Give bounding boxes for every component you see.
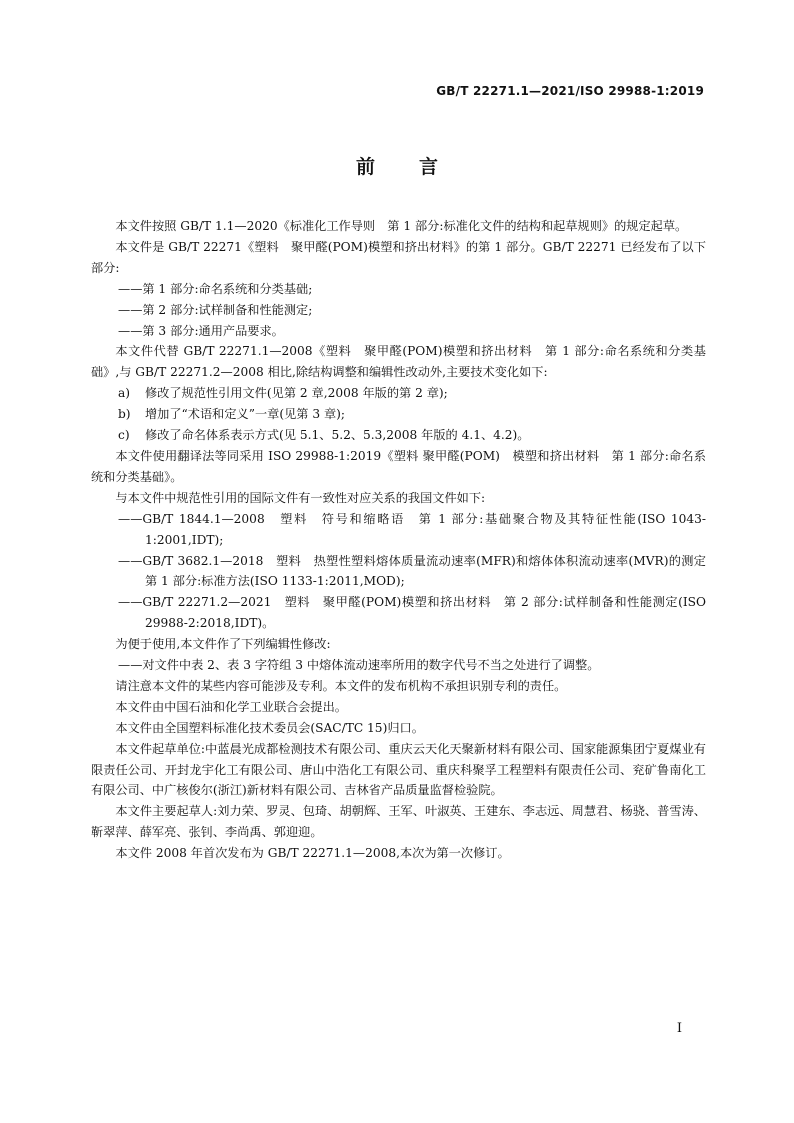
paragraph: 本文件主要起草人:刘力荣、罗灵、包琦、胡朝辉、王军、叶淑英、王建东、李志远、周慧君、杨骁、普雪涛、靳翠萍、薛军亮、张钊、李尚禹、郭迎迎。 (91, 804, 706, 840)
paragraph: 为便于使用,本文件作了下列编辑性修改: (115, 637, 331, 652)
list-text: 修改了规范性引用文件(见第 2 章,2008 年版的第 2 章); (145, 386, 448, 401)
list-item: ——第 3 部分:通用产品要求。 (118, 323, 284, 338)
page-number: I (676, 1021, 682, 1036)
list-item: ——第 2 部分:试样制备和性能测定; (118, 302, 313, 317)
title-char-2: 言 (419, 156, 439, 178)
paragraph: 本文件起草单位:中蓝晨光成都检测技术有限公司、重庆云天化天聚新材料有限公司、国家能源集团宁夏煤业有限责任公司、开封龙宇化工有限公司、唐山中浩化工有限公司、重庆科聚孚工程塑料有限责任公司、兖矿鲁南化工有限公司、中广核俊尔(浙江)新材料有限公司、吉林省产品质量监督检验院。 (91, 741, 706, 798)
paragraph: 本文件使用翻译法等同采用 ISO 29988-1:2019《塑料 聚甲醛(POM) 模塑和挤出材料 第 1 部分:命名系统和分类基础》。 (91, 448, 706, 484)
list-item (91, 404, 706, 425)
list-label: b) (118, 407, 131, 422)
list-label: c) (118, 428, 130, 443)
list-item: ——第 1 部分:命名系统和分类基础; (118, 281, 313, 296)
title-char-1: 前 (355, 156, 375, 178)
paragraph: 本文件是 GB/T 22271《塑料 聚甲醛(POM)模塑和挤出材料》的第 1 部分。GB/T 22271 已经发布了以下部分: (91, 239, 706, 275)
list-item: ——GB/T 22271.2—2021 塑料 聚甲醛(POM)模塑和挤出材料 第 2 部分:试样制备和性能测定(ISO 29988-2:2018,IDT)。 (118, 595, 706, 631)
list-item: ——对文件中表 2、表 3 字符组 3 中熔体流动速率所用的数字代号不当之处进行了调整。 (118, 658, 600, 673)
paragraph: 本文件由全国塑料标准化技术委员会(SAC/TC 15)归口。 (115, 720, 424, 735)
foreword-body (91, 216, 719, 864)
page-title (0, 152, 794, 179)
list-text: 修改了命名体系表示方式(见 5.1、5.2、5.3,2008 年版的 4.1、4.2)。 (145, 428, 530, 443)
paragraph: 本文件代替 GB/T 22271.1—2008《塑料 聚甲醛(POM)模塑和挤出材料 第 1 部分:命名系统和分类基础》,与 GB/T 22271.2—2008 相比,除结构调整和编辑性改动外,主要技术变化如下: (91, 344, 706, 380)
list-label: a) (118, 386, 131, 401)
list-item (91, 425, 706, 446)
paragraph: 本文件按照 GB/T 1.1—2020《标准化工作导则 第 1 部分:标准化文件的结构和起草规则》的规定起草。 (115, 219, 688, 233)
paragraph: 本文件由中国石油和化学工业联合会提出。 (115, 699, 347, 714)
list-item: ——GB/T 3682.1—2018 塑料 热塑性塑料熔体质量流动速率(MFR)和熔体体积流动速率(MVR)的测定 第 1 部分:标准方法(ISO 1133-1:2011,MOD); (118, 553, 719, 589)
standard-code: GB/T 22271.1—2021/ISO 29988-1:2019 (436, 84, 704, 98)
paragraph: 本文件 2008 年首次发布为 GB/T 22271.1—2008,本次为第一次修订。 (115, 846, 510, 861)
list-text: 增加了“术语和定义”一章(见第 3 章); (145, 407, 346, 422)
list-item: ——GB/T 1844.1—2008 塑料 符号和缩略语 第 1 部分:基础聚合物及其特征性能(ISO 1043-1:2001,IDT); (118, 511, 706, 547)
paragraph: 与本文件中规范性引用的国际文件有一致性对应关系的我国文件如下: (115, 490, 486, 505)
list-item (91, 383, 706, 404)
paragraph: 请注意本文件的某些内容可能涉及专利。本文件的发布机构不承担识别专利的责任。 (115, 678, 567, 693)
